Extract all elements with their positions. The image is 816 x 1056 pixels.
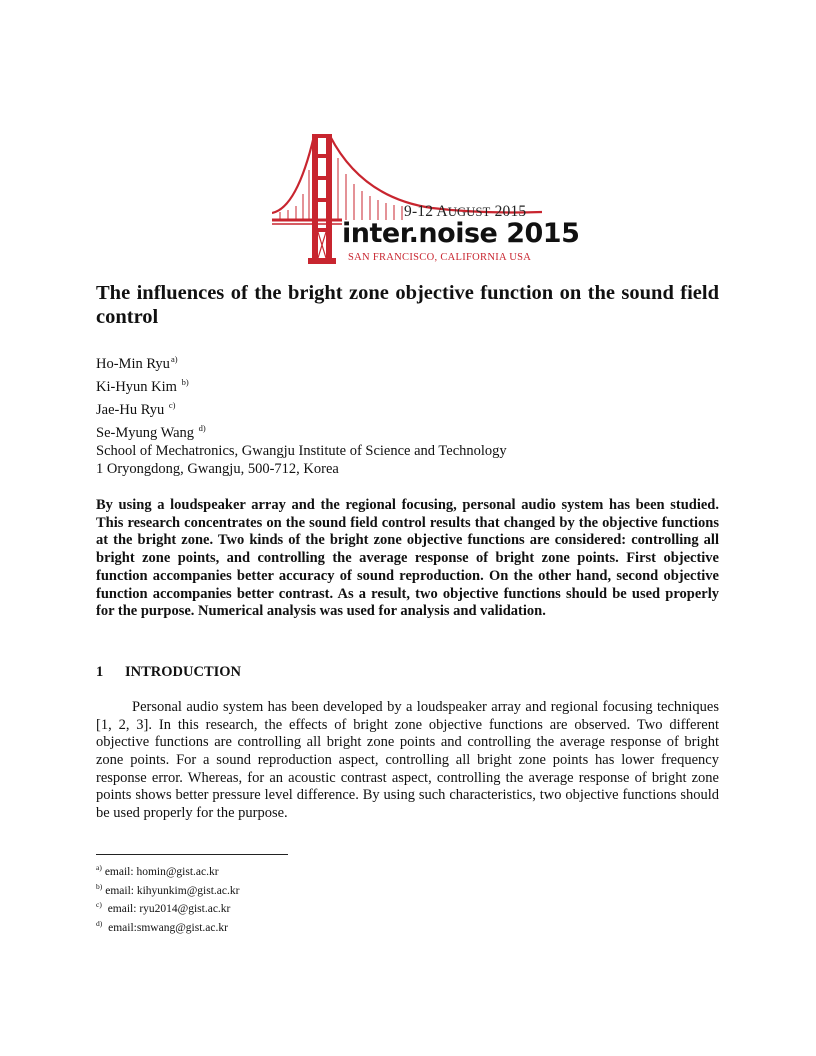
footnotes [96,861,239,935]
paper-body [96,281,719,823]
conference-date: 9-12 AUGUST 2015 [404,203,527,220]
abstract: By using a loudspeaker array and the regional focusing, personal audio system has been studied. This research concentrates on the sound field control results that changed by the objective functions at the bright zone. Two kinds of the bright zone objective functions are considered: controlling all bright zone points, and controlling the average response of bright zone points. First objective function accompanies better accuracy of sound reproduction. On the other hand, second objective function accompanies better contrast. As a result, two objective functions should be used properly for the purpose. Numerical analysis was used for analysis and validation. [96,497,719,620]
conference-name: inter.noise 2015 [342,218,580,249]
author-line: Jae-Hu Ryu $^{c)}$ [96,400,176,418]
footnote-divider [96,854,288,855]
address: 1 Oryongdong, Gwangju, 500-712, Korea [96,461,339,477]
author-line: Se-Myung Wang $^{d)}$ [96,423,206,441]
author-block [96,350,719,478]
footnote: $^{d)}$ email:smwang@gist.ac.kr [96,918,228,934]
introduction-paragraph: Personal audio system has been developed by a loudspeaker array and regional focusing techniques [1, 2, 3]. In this research, the effects of bright zone objective functions are observed. Two different objective functions are controlling all bright zone points and controlling the average response of bright zone points. For a sound reproduction aspect, controlling all bright zone points has lower frequency response error. Whereas, for an acoustic contrast aspect, controlling the average response of bright zone points shows better pressure level difference. By using such characteristics, two objective functions should be used properly for the purpose. [96,698,719,822]
footnote: $^{c)}$ email: ryu2014@gist.ac.kr [96,900,231,915]
section-heading: 1 INTRODUCTION [96,663,242,680]
affiliation: School of Mechatronics, Gwangju Institute of Science and Technology [96,443,507,459]
conference-location: SAN FRANCISCO, CALIFORNIA USA [348,252,532,263]
author-line: Ki-Hyun Kim $^{b)}$ [96,377,189,395]
author-line: Ho-Min Ryu$^{a)}$ [96,354,178,372]
conference-logo [272,128,580,268]
footnote: $^{a)}$ email: homin@gist.ac.kr [96,863,219,878]
paper-title: The influences of the bright zone objective function on the sound field control [96,282,719,328]
footnote: $^{b)}$ email: kihyunkim@gist.ac.kr [96,881,240,897]
